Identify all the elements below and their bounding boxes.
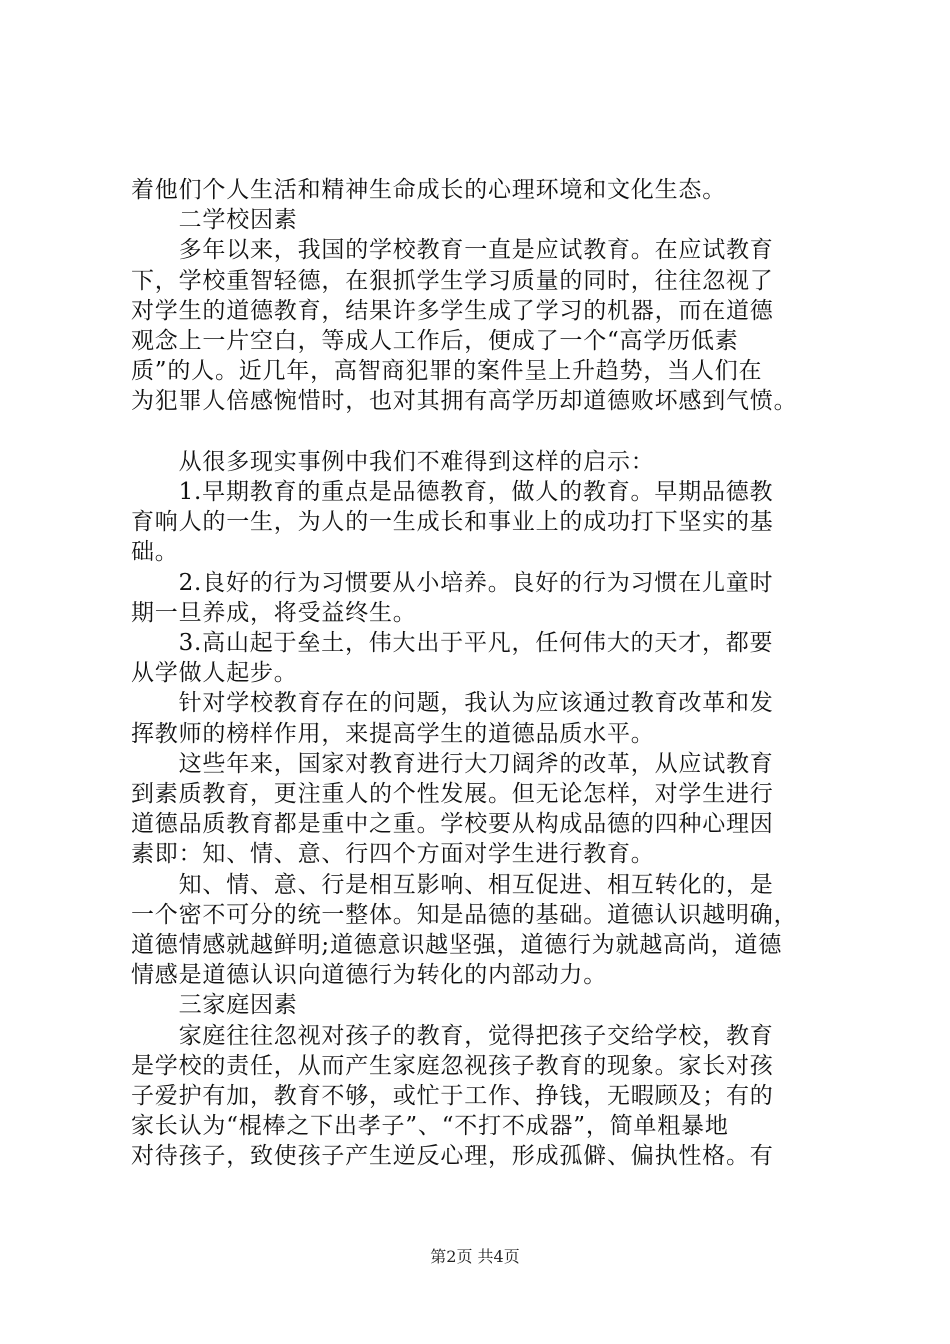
text-line: 从很多现实事例中我们不难得到这样的启示： [131, 448, 655, 475]
text-line: 2.良好的行为习惯要从小培养。良好的行为习惯在儿童时 [131, 569, 774, 596]
text-line: 挥教师的榜样作用，来提高学生的道德品质水平。 [131, 720, 655, 747]
text-line: 对待孩子，致使孩子产生逆反心理，形成孤僻、偏执性格。有 [131, 1143, 774, 1170]
text-line: 着他们个人生活和精神生命成长的心理环境和文化生态。 [131, 177, 726, 203]
text-line: 1.早期教育的重点是品德教育，做人的教育。早期品德教 [131, 479, 774, 506]
text-line: 为犯罪人倍感惋惜时，也对其拥有高学历却道德败坏感到气愤。 [131, 388, 798, 415]
text-line: 二学校因素 [131, 207, 298, 234]
text-line: 多年以来，我国的学校教育一直是应试教育。在应试教育 [131, 237, 774, 264]
text-line: 这些年来，国家对教育进行大刀阔斧的改革，从应试教育 [131, 750, 774, 777]
text-line: 3.高山起于垒土，伟大出于平凡，任何伟大的天才，都要 [131, 630, 774, 657]
text-line: 家庭往往忽视对孩子的教育，觉得把孩子交给学校，教育 [131, 1022, 774, 1049]
text-line: 家长认为“棍棒之下出孝子”、“不打不成器”，简单粗暴地 [131, 1113, 729, 1140]
text-line: 下，学校重智轻德，在狠抓学生学习质量的同时，往往忽视了 [131, 267, 774, 294]
text-line: 道德品质教育都是重中之重。学校要从构成品德的四种心理因 [131, 811, 774, 838]
blank-line [131, 417, 831, 447]
text-line: 子爱护有加，教育不够，或忙于工作、挣钱，无暇顾及；有的 [131, 1083, 774, 1110]
text-line: 道德情感就越鲜明;道德意识越坚强，道德行为就越高尚，道德 [131, 932, 783, 959]
text-line: 础。 [131, 539, 179, 566]
text-line: 针对学校教育存在的问题，我认为应该通过教育改革和发 [131, 690, 774, 717]
text-line: 育响人的一生，为人的一生成长和事业上的成功打下坚实的基 [131, 509, 774, 536]
text-line: 一个密不可分的统一整体。知是品德的基础。道德认识越明确， [131, 901, 798, 928]
document-body [131, 175, 831, 1172]
text-line: 观念上一片空白，等成人工作后，便成了一个“高学历低素 [131, 328, 739, 355]
text-line: 到素质教育，更注重人的个性发展。但无论怎样，对学生进行 [131, 781, 774, 808]
text-line: 知、情、意、行是相互影响、相互促进、相互转化的，是 [131, 871, 774, 898]
text-line: 是学校的责任，从而产生家庭忽视孩子教育的现象。家长对孩 [131, 1052, 774, 1079]
text-line: 质”的人。近几年，高智商犯罪的案件呈上升趋势，当人们在 [131, 358, 763, 385]
page-footer: 第2页 共4页 [430, 1247, 520, 1266]
text-line: 期一旦养成，将受益终生。 [131, 599, 417, 626]
text-line: 从学做人起步。 [131, 660, 298, 687]
text-line: 情感是道德认识向道德行为转化的内部动力。 [131, 962, 607, 989]
text-line: 素即：知、情、意、行四个方面对学生进行教育。 [131, 841, 655, 868]
text-line: 对学生的道德教育，结果许多学生成了学习的机器，而在道德 [131, 297, 774, 324]
text-line: 三家庭因素 [131, 992, 298, 1019]
